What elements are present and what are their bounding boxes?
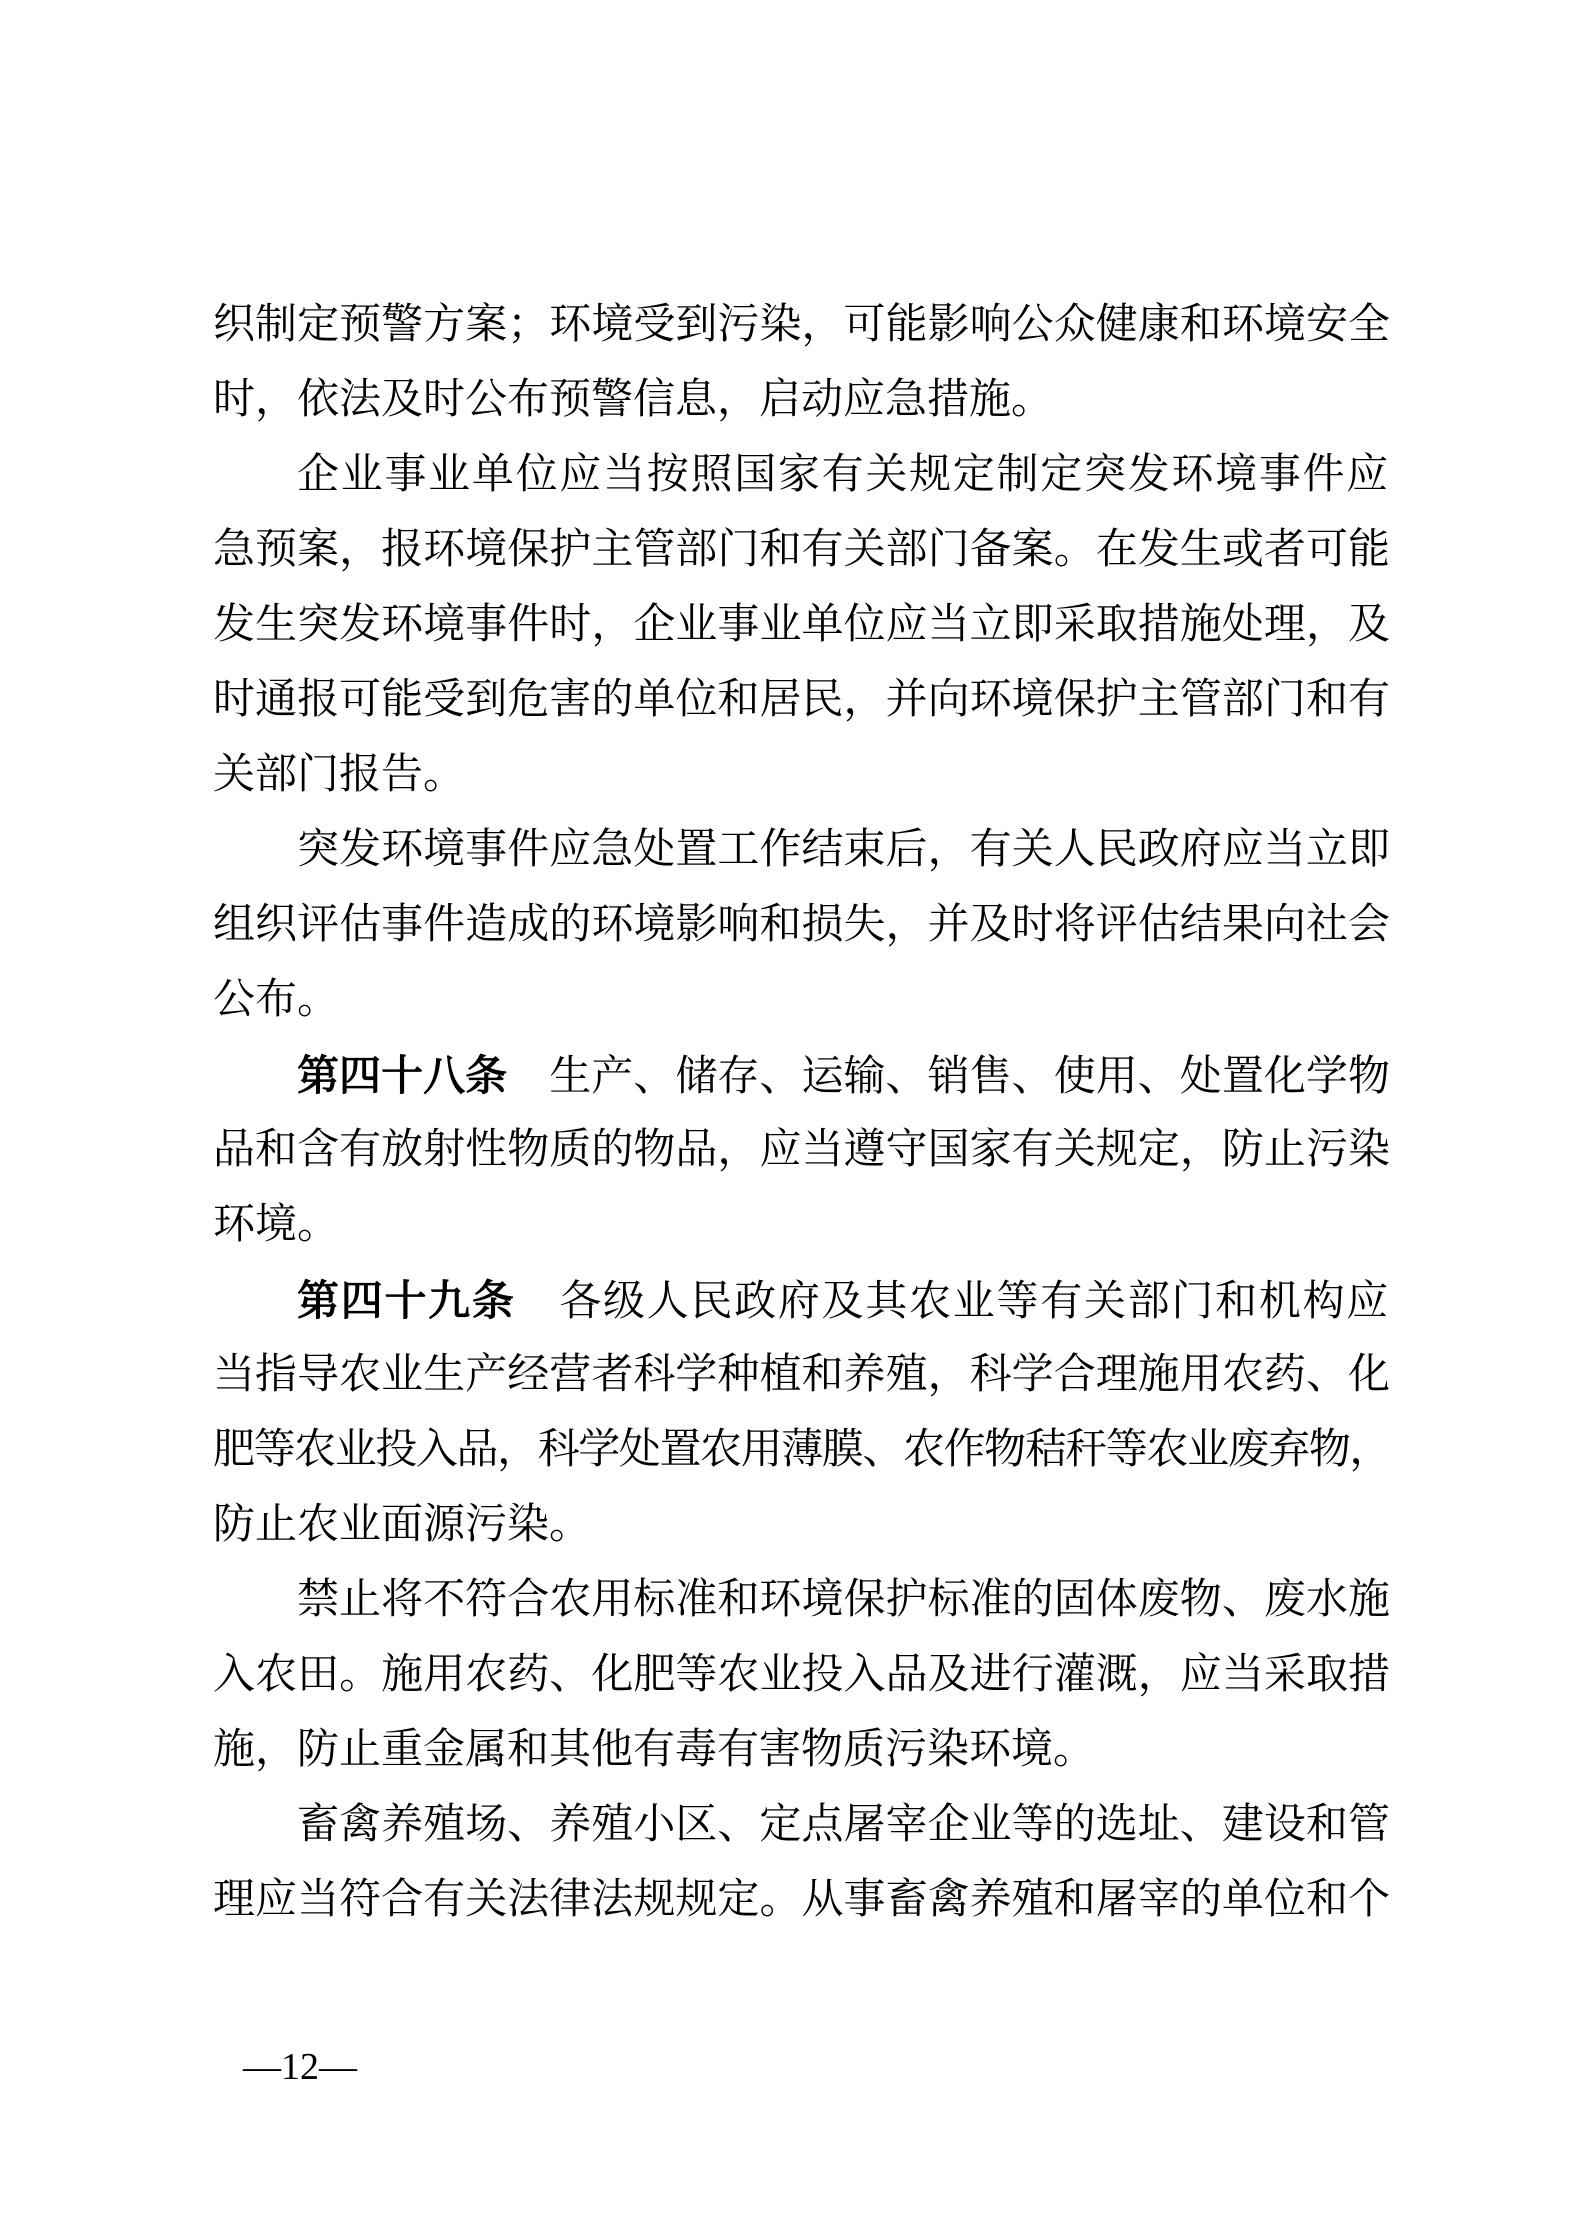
text-line <box>213 1563 1390 1638</box>
text-segment: 品和含有放射性物质的物品，应当遵守国家有关规定，防止污染 <box>213 1127 1391 1173</box>
text-line <box>213 288 1390 363</box>
text-line <box>213 1863 1390 1938</box>
text-segment: 肥等农业投入品，科学处置农用薄膜、农作物秸秆等农业废弃物， <box>213 1427 1390 1473</box>
text-segment: 时，依法及时公布预警信息，启动应急措施。 <box>213 377 1054 423</box>
text-line <box>213 1413 1390 1488</box>
text-line <box>213 1638 1390 1713</box>
text-line <box>213 813 1390 888</box>
text-line <box>213 1263 1390 1338</box>
text-segment: 织制定预警方案；环境受到污染，可能影响公众健康和环境安全 <box>213 302 1391 348</box>
text-segment: 禁止将不符合农用标准和环境保护标准的固体废物、废水施 <box>297 1577 1390 1623</box>
text-segment: 当指导农业生产经营者科学种植和养殖，科学合理施用农药、化 <box>213 1352 1391 1398</box>
text-line <box>213 1038 1390 1113</box>
text-segment: 防止农业面源污染。 <box>213 1502 592 1548</box>
text-line <box>213 738 1390 813</box>
text-segment: 理应当符合有关法律法规规定。从事畜禽养殖和屠宰的单位和个 <box>213 1877 1391 1923</box>
text-line <box>213 1713 1390 1788</box>
body-text <box>213 288 1390 1938</box>
text-line <box>213 1188 1390 1263</box>
text-segment: 公布。 <box>213 977 340 1023</box>
text-line <box>213 1788 1390 1863</box>
text-segment: 关部门报告。 <box>213 752 466 798</box>
text-segment: 发生突发环境事件时，企业事业单位应当立即采取措施处理，及 <box>213 602 1391 648</box>
article-number: 第四十九条 <box>297 1277 516 1324</box>
article-number: 第四十八条 <box>297 1052 508 1099</box>
text-segment: 企业事业单位应当按照国家有关规定制定突发环境事件应 <box>297 452 1391 498</box>
text-line <box>213 888 1390 963</box>
page-footer <box>243 2046 357 2088</box>
text-line <box>213 513 1390 588</box>
text-line <box>213 1488 1390 1563</box>
text-segment: 入农田。施用农药、化肥等农业投入品及进行灌溉，应当采取措 <box>213 1652 1391 1698</box>
text-segment: 组织评估事件造成的环境影响和损失，并及时将评估结果向社会 <box>213 902 1391 948</box>
text-segment: 施，防止重金属和其他有毒有害物质污染环境。 <box>213 1727 1096 1773</box>
text-segment: 畜禽养殖场、养殖小区、定点屠宰企业等的选址、建设和管 <box>297 1802 1390 1848</box>
text-line <box>213 438 1390 513</box>
text-segment: 各级人民政府及其农业等有关部门和机构应 <box>515 1279 1391 1325</box>
text-segment: 生产、储存、运输、销售、使用、处置化学物 <box>507 1054 1391 1100</box>
text-line <box>213 963 1390 1038</box>
page-number: —12— <box>243 2046 357 2088</box>
text-line <box>213 588 1390 663</box>
text-segment: 时通报可能受到危害的单位和居民，并向环境保护主管部门和有 <box>213 677 1391 723</box>
text-line <box>213 663 1390 738</box>
text-segment: 环境。 <box>213 1202 340 1248</box>
text-segment: 急预案，报环境保护主管部门和有关部门备案。在发生或者可能 <box>213 527 1391 573</box>
text-segment: 突发环境事件应急处置工作结束后，有关人民政府应当立即 <box>297 827 1390 873</box>
text-line <box>213 363 1390 438</box>
text-line <box>213 1113 1390 1188</box>
text-line <box>213 1338 1390 1413</box>
